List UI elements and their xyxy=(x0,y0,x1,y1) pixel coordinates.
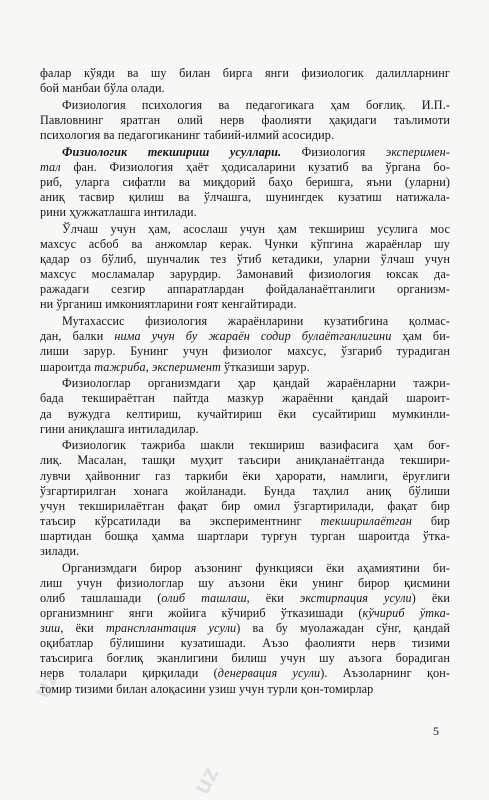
text-line xyxy=(40,529,450,544)
text-run: оқибатлар бўлишини кузатишади. Аъзо фаолияти нерв тизими xyxy=(40,636,450,651)
text-line xyxy=(40,682,450,697)
text-run: томир тизими билан алоқасини узиш учун турли қон-томирлар xyxy=(40,681,374,696)
text-run: Ўлчаш учун ҳам, асослаш учун ҳам текшириш усулига мос xyxy=(62,222,450,236)
paragraph xyxy=(40,98,450,143)
text-run: бир xyxy=(411,513,450,528)
text-run: зилади. xyxy=(40,544,80,559)
paragraph xyxy=(40,66,450,96)
paragraph xyxy=(40,376,450,436)
text-run: лиқ. Масалан, ташқи муҳит таъсири аниқланаётганда текшири- xyxy=(40,453,450,468)
text-line xyxy=(40,113,450,128)
text-line xyxy=(40,314,450,329)
text-run: да вужудга келтириш, кучайтириш ёки сусайтириш мумкинли- xyxy=(40,406,450,421)
paragraph xyxy=(40,314,450,374)
text-run: Организмдаги бирор аъзонинг функцияси ёки аҳамиятини би- xyxy=(62,560,450,575)
text-run: лувчи ҳайвонниг газ таркиби ёки ҳарорати, намлиги, ёруғлиги xyxy=(40,468,450,483)
text-line xyxy=(40,666,450,681)
text-line xyxy=(40,222,450,237)
text-run: қадар оз бўлиб, шунчалик тез ўтиб кетадики, уларни ўлчаш учун xyxy=(40,252,450,267)
text-line xyxy=(40,606,450,621)
text-line xyxy=(40,360,450,375)
italic-term: кўчириб ўтка- xyxy=(362,606,450,621)
text-line xyxy=(40,576,450,591)
paragraph xyxy=(40,222,450,313)
text-run: Павловнинг яратган олий нерв фаолияти ҳақидаги таълимоти xyxy=(40,112,450,127)
text-line xyxy=(40,190,450,205)
text-run: ҳам би- xyxy=(391,329,450,344)
text-run: лиши зарур. Бунинг учун физиолог махсус, ўзгариб турадиган xyxy=(40,344,450,359)
watermark: uz xyxy=(28,666,65,703)
text-run: таъсир кўрсатилади ва экспериментнинг xyxy=(40,513,321,528)
text-run: гини аниқлашга интиладилар. xyxy=(40,421,199,436)
text-line xyxy=(40,282,450,297)
watermark: uz xyxy=(188,762,225,799)
text-run: Физиология xyxy=(281,144,386,159)
text-line xyxy=(40,469,450,484)
text-line xyxy=(40,297,450,312)
text-run: ). Аъзоларнинг қон- xyxy=(320,666,451,681)
text-run: организмнинг янги жойига кўчириб ўтказишади ( xyxy=(40,606,363,621)
text-run: риб, уларга сифатли ва миқдорий баҳо беришга, яъни (уларни) xyxy=(40,175,450,190)
italic-term: денервация усули xyxy=(217,666,321,681)
text-run: шароитда xyxy=(40,359,95,374)
text-line xyxy=(40,499,450,514)
italic-term: эксперимен- xyxy=(385,144,450,159)
text-line xyxy=(40,237,450,252)
text-run: дан, балки xyxy=(40,329,115,344)
text-run: бой манбаи бўла олади. xyxy=(40,81,165,96)
text-line xyxy=(40,591,450,606)
text-run: фалар кўяди ва шу билан бирга янги физиологик далилларнинг xyxy=(40,66,450,80)
italic-term: тал xyxy=(40,159,61,174)
italic-term: экстирпация усули xyxy=(299,591,412,605)
text-line xyxy=(40,267,450,282)
paragraph xyxy=(40,561,450,697)
italic-term: тажриба, эксперимент xyxy=(94,359,221,374)
text-line xyxy=(40,422,450,437)
text-run: ) ёки xyxy=(411,591,450,605)
text-run: махсус асбоб ва анжомлар керак. Чунки кўпгина жараёнлар шу xyxy=(40,237,450,252)
italic-term: нима учун бу жараён содир булаётганлигини xyxy=(114,329,392,344)
text-line xyxy=(40,544,450,559)
page-number: 5 xyxy=(433,724,440,738)
text-run: Физиологлар организмдаги ҳар қандай жараёнларни тажри- xyxy=(62,376,450,391)
section-heading: Физиологик текшириш усуллари. xyxy=(62,144,282,159)
italic-term: текширилаётган xyxy=(320,513,412,528)
text-run: фан. Физиология ҳаёт ҳодисаларини кузатиб ва ўргана бо- xyxy=(60,159,450,174)
text-run: аниқ тасвир қилиш ва ўлчашга, шунингдек кузатиш натижала- xyxy=(40,190,450,205)
italic-term: олиб ташлаш, xyxy=(161,591,250,605)
text-line xyxy=(40,329,450,344)
text-line xyxy=(40,128,450,143)
text-run: шартидан бошқа ҳамма шартлари турғун турган шароитда ўтка- xyxy=(40,528,450,543)
text-run: Физиология психология ва педагогикага ҳам боғлиқ. И.П.- xyxy=(62,97,450,112)
body-text xyxy=(40,66,450,698)
text-line xyxy=(40,175,450,190)
text-line xyxy=(40,391,450,406)
paragraph xyxy=(40,438,450,559)
text-run: махсус мосламалар зарурдир. Замонавий физиология юксак да- xyxy=(40,267,450,282)
text-run: ни ўрганиш имкониятларини ғоят кенгайтиради. xyxy=(40,297,297,312)
text-run: учун текширилаётган фақат бир омил ўзгартирилади, фақат бир xyxy=(40,498,450,513)
text-run: лиш учун физиологлар шу аъзони ёки унинг бирор қисмини xyxy=(40,575,450,590)
text-run: нерв толалари қирқилади ( xyxy=(40,666,218,681)
text-line xyxy=(40,160,450,175)
text-line xyxy=(40,376,450,391)
text-run: ўзгартирилган хонага жойланади. Бунда таҳлил аниқ бўлиши xyxy=(40,483,450,498)
text-run: психология ва педагогиканинг табиий-илмий асосидир. xyxy=(40,128,335,143)
text-line xyxy=(40,81,450,96)
paragraph xyxy=(40,145,450,220)
text-line xyxy=(40,484,450,499)
text-run: ) ва бу муолажадан сўнг, қандай xyxy=(236,621,451,636)
text-run: бада текшираётган пайтда мазкур жараённи қандай шароит- xyxy=(40,391,450,406)
text-run: Физиологик тажриба шакли текшириш вазифасига ҳам боғ- xyxy=(62,438,450,453)
text-line xyxy=(40,651,450,666)
text-line xyxy=(40,407,450,422)
text-line xyxy=(40,636,450,651)
text-line xyxy=(40,98,450,113)
text-line xyxy=(40,438,450,453)
text-line xyxy=(40,561,450,576)
text-line xyxy=(40,453,450,468)
text-run: рини ҳужжатлашга интилади. xyxy=(40,205,197,220)
text-line xyxy=(40,514,450,529)
italic-term: зиш, xyxy=(40,621,64,636)
text-run: таъсирига боғлиқ эканлигини билиш учун шу аъзога борадиган xyxy=(40,651,450,666)
text-run: олиб ташлашади ( xyxy=(40,591,162,605)
italic-term: трансплантация усули xyxy=(105,621,237,636)
text-line xyxy=(40,621,450,636)
text-run: ёки xyxy=(249,591,300,605)
text-run: ёки xyxy=(63,621,106,636)
text-run: Мутахассис физиология жараёнларини кузатибгина қолмас- xyxy=(62,314,450,329)
text-run: ражадаги сезгир аппаратлардан фойдаланаётганлиги организм- xyxy=(40,282,450,297)
text-line xyxy=(40,344,450,359)
text-line xyxy=(40,66,450,81)
text-line xyxy=(40,205,450,220)
text-run: ўтказиши зарур. xyxy=(220,359,310,374)
text-line xyxy=(40,252,450,267)
text-line xyxy=(40,145,450,160)
